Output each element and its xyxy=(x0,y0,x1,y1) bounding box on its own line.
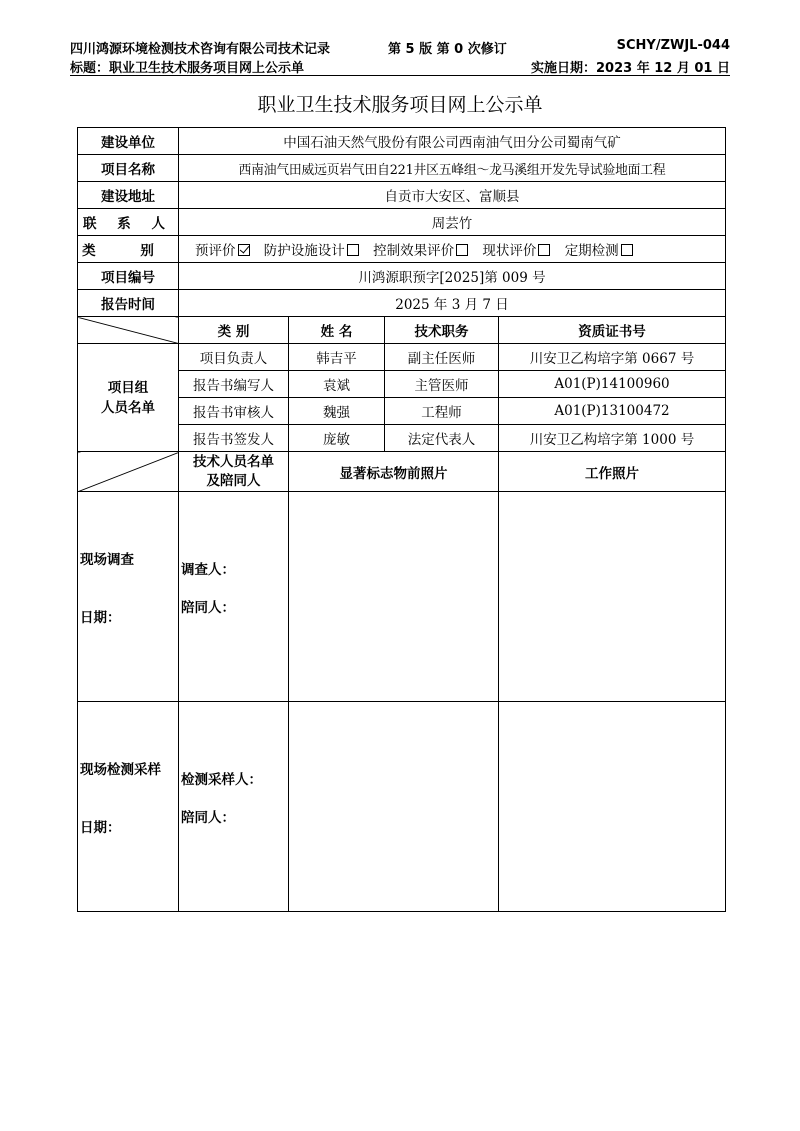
checkbox-icon[interactable] xyxy=(238,244,250,256)
address-label: 建设地址 xyxy=(78,182,179,209)
site-survey-people[interactable]: 调查人： 陪同人： xyxy=(179,492,289,702)
unit-value: 中国石油天然气股份有限公司西南油气田分公司蜀南气矿 xyxy=(179,128,726,155)
photo-header-landmark: 显著标志物前照片 xyxy=(289,452,499,492)
staff-name: 魏强 xyxy=(289,398,385,425)
staff-role: 报告书审核人 xyxy=(179,398,289,425)
checkbox-icon[interactable] xyxy=(621,244,633,256)
staff-title: 副主任医师 xyxy=(385,344,499,371)
contact-label: 联 系 人 xyxy=(78,209,179,236)
staff-cert: A01(P)13100472 xyxy=(499,398,726,425)
address-row xyxy=(78,182,726,209)
staff-header-name: 姓 名 xyxy=(289,317,385,344)
site-survey-label: 现场调查 日期： xyxy=(78,492,179,702)
category-options xyxy=(179,236,726,263)
photo-header-row xyxy=(78,452,726,492)
category-label: 类 别 xyxy=(78,236,179,263)
checkbox-icon[interactable] xyxy=(538,244,550,256)
staff-name: 庞敏 xyxy=(289,425,385,452)
project-name-value: 西南油气田威远页岩气田自221井区五峰组～龙马溪组开发先导试验地面工程 xyxy=(179,155,726,182)
category-pre-evaluation[interactable]: 预评价 xyxy=(195,243,250,259)
photo-header-corner xyxy=(78,452,179,492)
company-record-title: 四川鸿源环境检测技术咨询有限公司技术记录 xyxy=(70,42,331,57)
staff-role: 报告书签发人 xyxy=(179,425,289,452)
header-divider xyxy=(70,75,730,76)
staff-header-cert: 资质证书号 xyxy=(499,317,726,344)
category-control-effect[interactable]: 控制效果评价 xyxy=(373,243,468,259)
version-label: 第 5 版 第 0 次修订 xyxy=(388,42,507,57)
category-protection-design[interactable]: 防护设施设计 xyxy=(264,243,359,259)
project-no-row xyxy=(78,263,726,290)
document-title: 职业卫生技术服务项目网上公示单 xyxy=(257,94,543,116)
doc-code: SCHY/ZWJL-044 xyxy=(616,38,730,53)
site-sampling-row xyxy=(78,702,726,912)
report-time-row xyxy=(78,290,726,317)
report-time-value: 2025 年 3 月 7 日 xyxy=(179,290,726,317)
project-name-label: 项目名称 xyxy=(78,155,179,182)
publicity-form xyxy=(77,127,726,912)
unit-label: 建设单位 xyxy=(78,128,179,155)
staff-title: 法定代表人 xyxy=(385,425,499,452)
project-no-label: 项目编号 xyxy=(78,263,179,290)
staff-role: 报告书编写人 xyxy=(179,371,289,398)
project-name-row xyxy=(78,155,726,182)
site-sampling-people[interactable]: 检测采样人： 陪同人： xyxy=(179,702,289,912)
site-survey-row xyxy=(78,492,726,702)
checkbox-icon[interactable] xyxy=(347,244,359,256)
table-row xyxy=(78,344,726,371)
staff-title: 工程师 xyxy=(385,398,499,425)
site-survey-work-photo[interactable] xyxy=(499,492,726,702)
effective-date: 实施日期：2023 年 12 月 01 日 xyxy=(531,61,730,76)
contact-row xyxy=(78,209,726,236)
site-sampling-landmark-photo[interactable] xyxy=(289,702,499,912)
photo-header-work: 工作照片 xyxy=(499,452,726,492)
staff-header-row xyxy=(78,317,726,344)
staff-group-label: 项目组 人员名单 xyxy=(78,344,179,452)
contact-value: 周芸竹 xyxy=(179,209,726,236)
staff-cert: 川安卫乙构培字第 0667 号 xyxy=(499,344,726,371)
site-sampling-work-photo[interactable] xyxy=(499,702,726,912)
staff-header-title: 技术职务 xyxy=(385,317,499,344)
category-status-evaluation[interactable]: 现状评价 xyxy=(482,243,550,259)
staff-header-category: 类 别 xyxy=(179,317,289,344)
checkbox-icon[interactable] xyxy=(456,244,468,256)
staff-title: 主管医师 xyxy=(385,371,499,398)
report-time-label: 报告时间 xyxy=(78,290,179,317)
staff-name: 韩吉平 xyxy=(289,344,385,371)
staff-role: 项目负责人 xyxy=(179,344,289,371)
category-row xyxy=(78,236,726,263)
staff-name: 袁斌 xyxy=(289,371,385,398)
staff-cert: 川安卫乙构培字第 1000 号 xyxy=(499,425,726,452)
header-title-label: 标题：职业卫生技术服务项目网上公示单 xyxy=(70,61,305,76)
address-value: 自贡市大安区、富顺县 xyxy=(179,182,726,209)
staff-cert: A01(P)14100960 xyxy=(499,371,726,398)
unit-row xyxy=(78,128,726,155)
site-survey-landmark-photo[interactable] xyxy=(289,492,499,702)
project-no-value: 川鸿源职预字[2025]第 009 号 xyxy=(179,263,726,290)
photo-header-staff: 技术人员名单 及陪同人 xyxy=(179,452,289,492)
site-sampling-label: 现场检测采样 日期： xyxy=(78,702,179,912)
category-periodic-detection[interactable]: 定期检测 xyxy=(565,243,633,259)
staff-header-corner xyxy=(78,317,179,344)
